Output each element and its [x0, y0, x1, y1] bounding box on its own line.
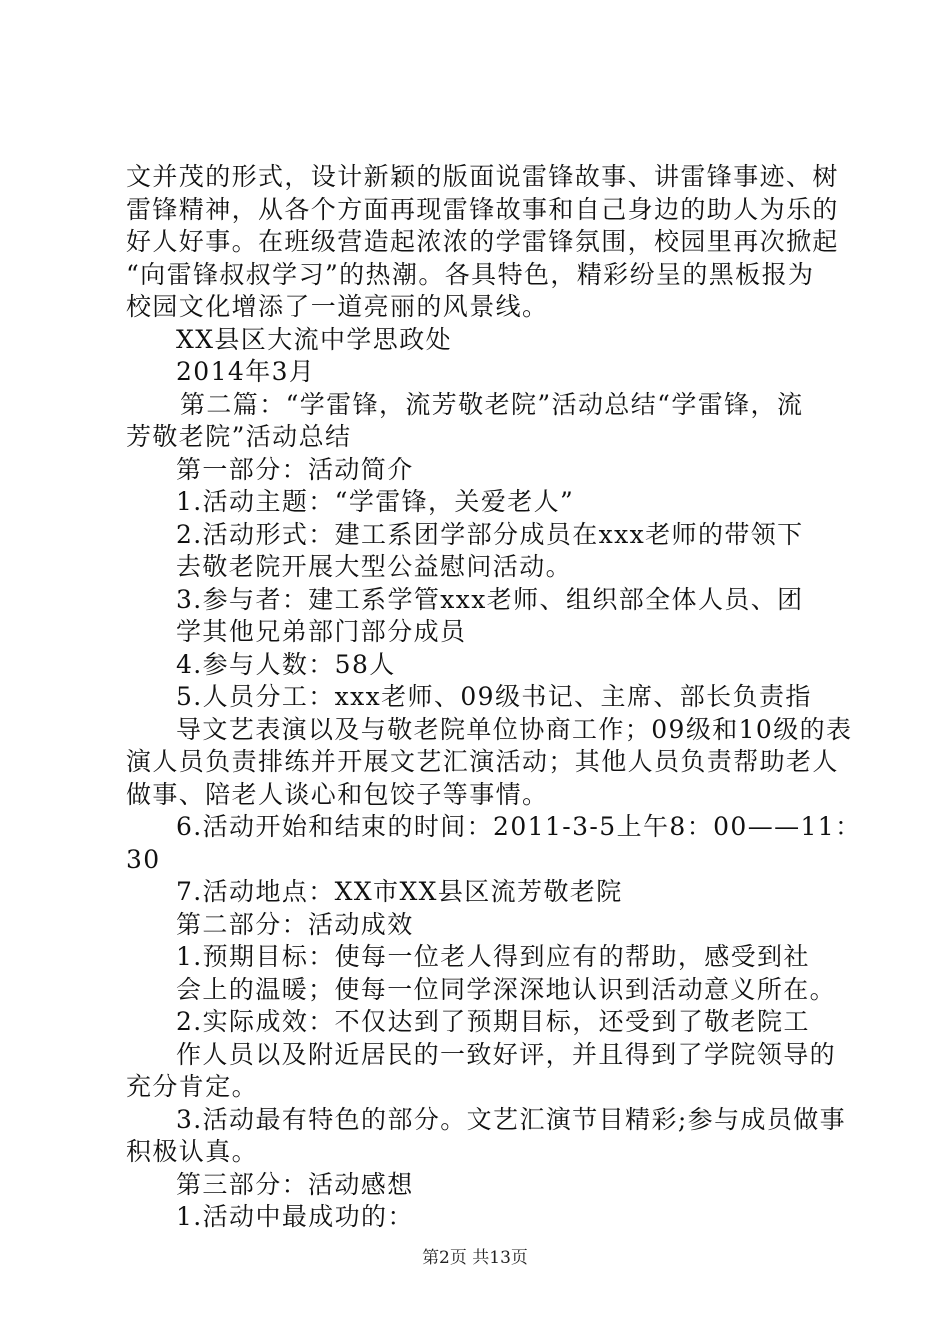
section-title: 第二篇：“学雷锋，流芳敬老院”活动总结“学雷锋，流 — [180, 390, 804, 419]
body-line: 演人员负责排练并开展文艺汇演活动；其他人员负责帮助老人 — [126, 747, 839, 776]
body-line: 文并茂的形式，设计新颖的版面说雷锋故事、讲雷锋事迹、树 — [126, 162, 839, 191]
body-line: 7.活动地点：XX市XX县区流芳敬老院 — [176, 877, 623, 906]
body-line: 会上的温暖；使每一位同学深深地认识到活动意义所在。 — [176, 975, 837, 1004]
body-line: 1.预期目标：使每一位老人得到应有的帮助，感受到社 — [176, 942, 810, 971]
body-line: 去敬老院开展大型公益慰问活动。 — [176, 552, 573, 581]
part-heading: 第三部分：活动感想 — [176, 1170, 414, 1199]
body-line: 积极认真。 — [126, 1137, 259, 1166]
body-line: 3.活动最有特色的部分。文艺汇演节目精彩;参与成员做事 — [176, 1105, 847, 1134]
body-line: “向雷锋叔叔学习”的热潮。各具特色，精彩纷呈的黑板报为 — [126, 260, 815, 289]
body-line: 5.人员分工：xxx老师、09级书记、主席、部长负责指 — [176, 682, 812, 711]
body-line: 做事、陪老人谈心和包饺子等事情。 — [126, 780, 549, 809]
signature-date: 2014年3月 — [176, 357, 316, 386]
body-line: 雷锋精神，从各个方面再现雷锋故事和自己身边的助人为乐的 — [126, 195, 839, 224]
part-heading: 第一部分：活动简介 — [176, 455, 414, 484]
body-line: 1.活动主题：“学雷锋，关爱老人” — [176, 487, 575, 516]
body-line: 3.参与者：建工系学管xxx老师、组织部全体人员、团 — [176, 585, 804, 614]
page-footer: 第2页 共13页 — [422, 1248, 528, 1268]
body-line: 校园文化增添了一道亮丽的风景线。 — [126, 292, 549, 321]
body-line: 好人好事。在班级营造起浓浓的学雷锋氛围，校园里再次掀起 — [126, 227, 839, 256]
body-line: 2.实际成效：不仅达到了预期目标，还受到了敬老院工 — [176, 1007, 810, 1036]
part-heading: 第二部分：活动成效 — [176, 910, 414, 939]
body-line: 2.活动形式：建工系团学部分成员在xxx老师的带领下 — [176, 520, 804, 549]
body-line: 1.活动中最成功的： — [176, 1202, 414, 1231]
body-line: 6.活动开始和结束的时间：2011-3-5上午8：00——11： — [176, 812, 862, 841]
body-line: 30 — [126, 845, 161, 874]
body-line: 4.参与人数：58人 — [176, 650, 396, 679]
signature-org: XX县区大流中学思政处 — [176, 325, 452, 354]
body-line: 充分肯定。 — [126, 1072, 259, 1101]
body-line: 学其他兄弟部门部分成员 — [176, 617, 467, 646]
section-title: 芳敬老院”活动总结 — [126, 422, 352, 451]
body-line: 导文艺表演以及与敬老院单位协商工作；09级和10级的表 — [176, 715, 853, 744]
body-line: 作人员以及附近居民的一致好评，并且得到了学院领导的 — [176, 1040, 837, 1069]
